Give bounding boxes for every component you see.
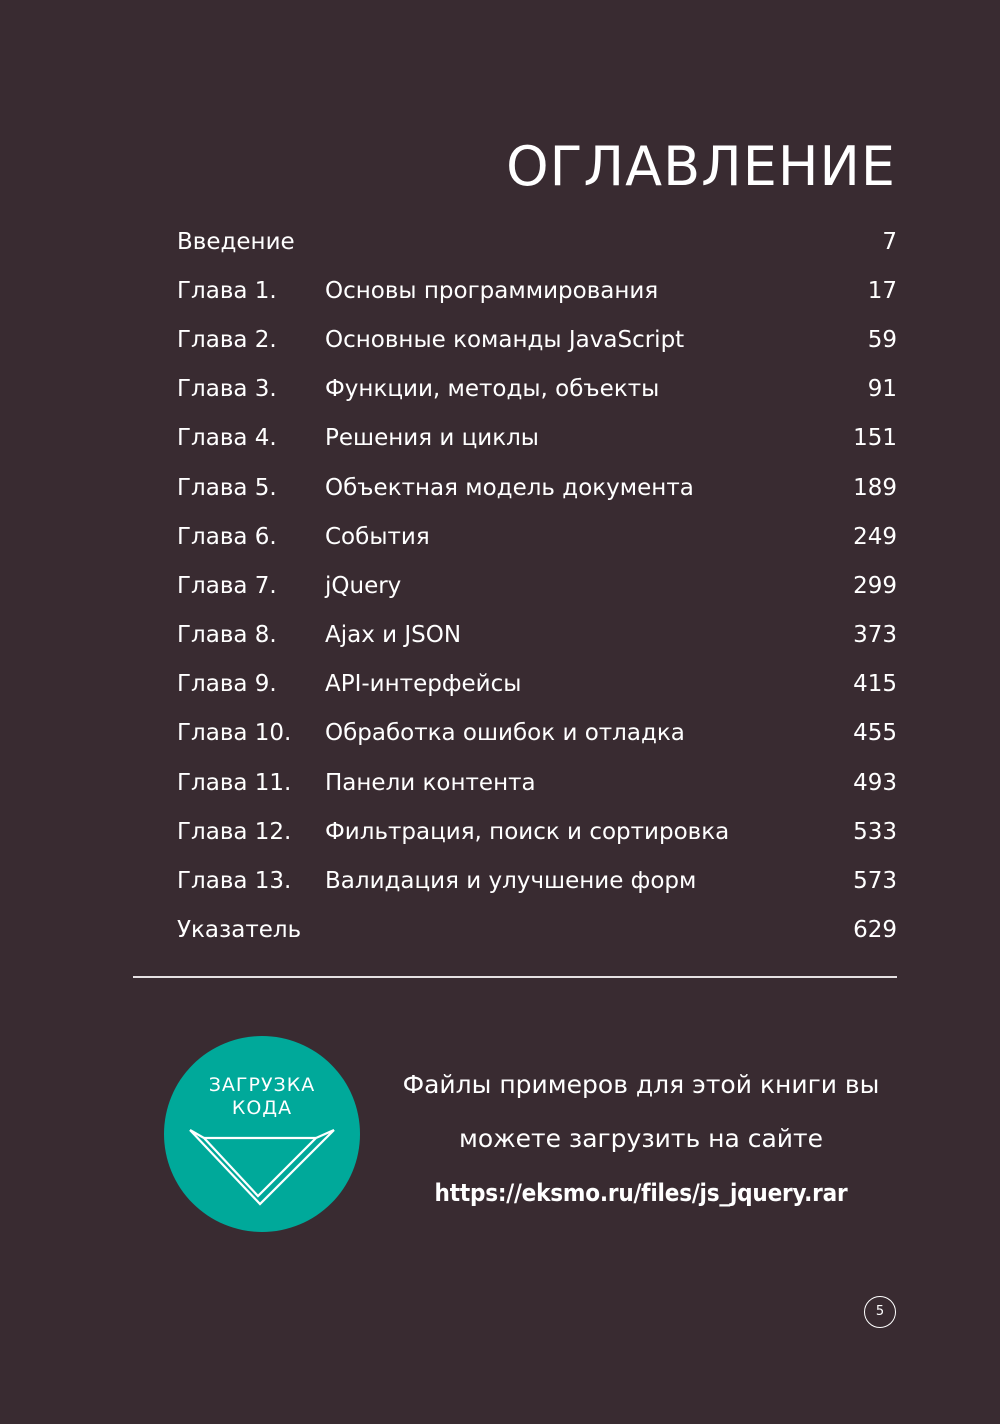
table-of-contents bbox=[177, 217, 897, 955]
toc-entry-page: 299 bbox=[853, 572, 897, 599]
toc-entry-title: События bbox=[325, 523, 430, 550]
toc-entry-page: 7 bbox=[882, 228, 897, 255]
toc-entry-title: Объектная модель документа bbox=[325, 474, 694, 501]
toc-entry-page: 493 bbox=[853, 769, 897, 796]
toc-entry-index[interactable] bbox=[177, 906, 897, 955]
toc-entry-title: Решения и циклы bbox=[325, 425, 539, 452]
toc-entry-title: Панели контента bbox=[325, 769, 536, 796]
toc-entry-chapter-13[interactable] bbox=[177, 856, 897, 905]
toc-entry-page: 17 bbox=[867, 277, 897, 304]
toc-entry-page: 189 bbox=[853, 474, 897, 501]
toc-entry-label: Глава 2. bbox=[177, 326, 277, 353]
toc-entry-chapter-12[interactable] bbox=[177, 807, 897, 856]
toc-entry-title: Обработка ошибок и отладка bbox=[325, 720, 685, 747]
divider bbox=[133, 976, 897, 978]
toc-entry-label: Глава 9. bbox=[177, 671, 277, 698]
toc-entry-page: 91 bbox=[867, 376, 897, 403]
toc-entry-page: 151 bbox=[853, 425, 897, 452]
toc-entry-label: Указатель bbox=[177, 917, 302, 944]
download-text-line-1: Файлы примеров для этой книги вы bbox=[402, 1070, 880, 1099]
download-text-line-2: можете загрузить на сайте bbox=[458, 1124, 823, 1153]
page-title: ОГЛАВЛЕНИЕ bbox=[506, 135, 896, 198]
toc-entry-chapter-5[interactable] bbox=[177, 463, 897, 512]
toc-entry-title: API-интерфейсы bbox=[325, 671, 522, 698]
toc-entry-page: 629 bbox=[853, 917, 897, 944]
download-info bbox=[385, 1058, 897, 1220]
toc-entry-chapter-6[interactable] bbox=[177, 512, 897, 561]
toc-entry-chapter-1[interactable] bbox=[177, 266, 897, 315]
toc-entry-label: Глава 13. bbox=[177, 868, 292, 895]
toc-entry-label: Глава 1. bbox=[177, 277, 277, 304]
toc-entry-intro[interactable] bbox=[177, 217, 897, 266]
toc-entry-label: Глава 12. bbox=[177, 818, 292, 845]
toc-entry-title: Основы программирования bbox=[325, 277, 659, 304]
badge-title bbox=[164, 1074, 360, 1120]
page-number: 5 bbox=[864, 1296, 896, 1328]
toc-entry-label: Глава 4. bbox=[177, 425, 277, 452]
toc-entry-label: Глава 6. bbox=[177, 523, 277, 550]
toc-entry-page: 415 bbox=[853, 671, 897, 698]
toc-entry-label: Введение bbox=[177, 228, 295, 255]
download-triangle-icon bbox=[188, 1128, 336, 1208]
toc-entry-chapter-2[interactable] bbox=[177, 315, 897, 364]
toc-entry-label: Глава 10. bbox=[177, 720, 292, 747]
toc-entry-label: Глава 7. bbox=[177, 572, 277, 599]
toc-entry-label: Глава 3. bbox=[177, 376, 277, 403]
toc-entry-page: 573 bbox=[853, 868, 897, 895]
toc-entry-chapter-7[interactable] bbox=[177, 561, 897, 610]
toc-entry-title: Основные команды JavaScript bbox=[325, 326, 685, 353]
toc-entry-chapter-10[interactable] bbox=[177, 709, 897, 758]
toc-entry-chapter-4[interactable] bbox=[177, 414, 897, 463]
toc-entry-label: Глава 8. bbox=[177, 622, 277, 649]
toc-entry-page: 59 bbox=[867, 326, 897, 353]
toc-entry-page: 455 bbox=[853, 720, 897, 747]
toc-entry-label: Глава 11. bbox=[177, 769, 292, 796]
toc-entry-chapter-8[interactable] bbox=[177, 611, 897, 660]
toc-entry-title: Валидация и улучшение форм bbox=[325, 868, 697, 895]
download-url-link[interactable]: https://eksmo.ru/files/js_jquery.rar bbox=[434, 1179, 848, 1207]
toc-entry-chapter-11[interactable] bbox=[177, 758, 897, 807]
toc-entry-title: Фильтрация, поиск и сортировка bbox=[325, 818, 730, 845]
toc-entry-chapter-9[interactable] bbox=[177, 660, 897, 709]
code-download-badge bbox=[164, 1036, 360, 1232]
badge-title-line-1: ЗАГРУЗКА bbox=[208, 1074, 316, 1096]
toc-entry-label: Глава 5. bbox=[177, 474, 277, 501]
toc-entry-page: 249 bbox=[853, 523, 897, 550]
toc-entry-page: 373 bbox=[853, 622, 897, 649]
badge-title-line-2: КОДА bbox=[231, 1097, 293, 1119]
toc-entry-page: 533 bbox=[853, 818, 897, 845]
toc-entry-title: Ajax и JSON bbox=[325, 622, 462, 649]
toc-entry-title: Функции, методы, объекты bbox=[325, 376, 660, 403]
toc-entry-title: jQuery bbox=[325, 572, 402, 599]
toc-entry-chapter-3[interactable] bbox=[177, 365, 897, 414]
